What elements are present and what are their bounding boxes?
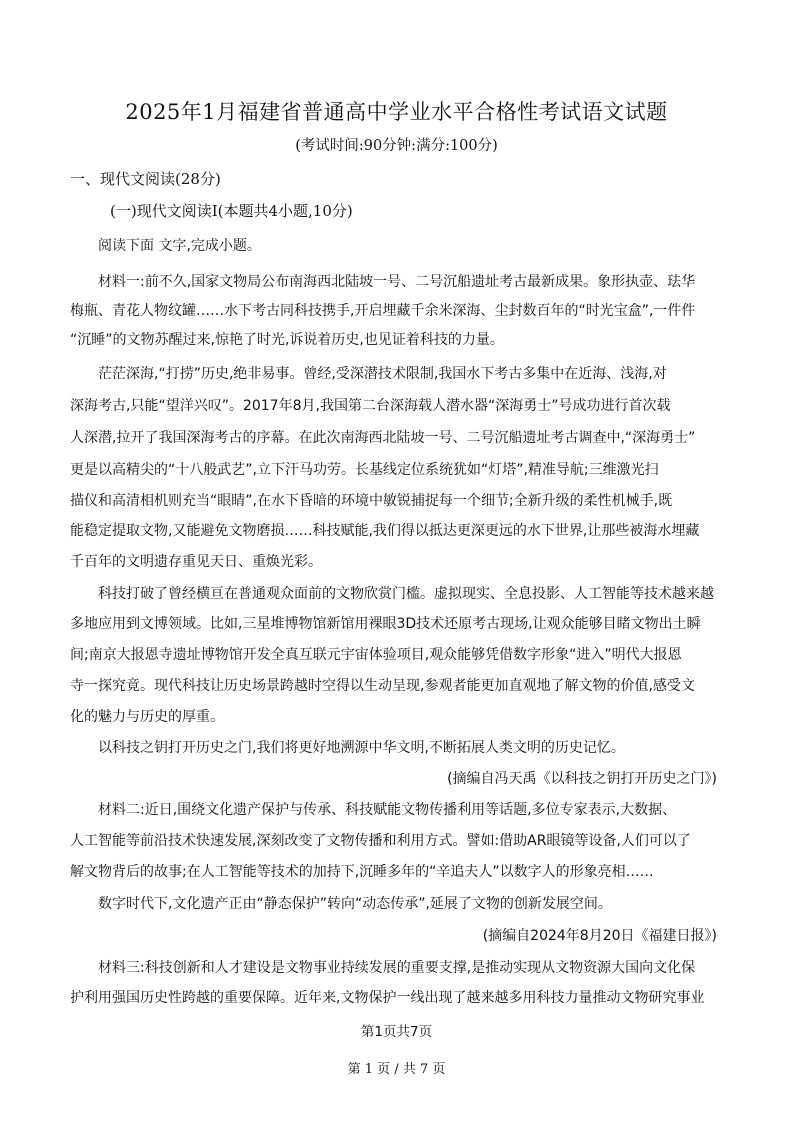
source-citation: (摘编自冯天禹《以科技之钥打开历史之门》) xyxy=(447,771,717,787)
paragraph-line: 科技打破了曾经横亘在普通观众面前的文物欣赏门槛。虚拟现实、全息投影、人工智能等技术越来越 xyxy=(98,586,714,602)
page-title: 2025年1月福建省普通高中学业水平合格性考试语文试题 xyxy=(125,100,668,124)
paragraph-line: 千百年的文明遗存重见天日、重焕光彩。 xyxy=(70,554,322,570)
page-number-footer: 第 1 页 / 共 7 页 xyxy=(347,1062,446,1077)
paragraph-line: 梅瓶、青花人物纹罐……水下考古同科技携手,开启埋藏千余米深海、尘封数百年的“时光宝盒”,一件件 xyxy=(70,303,696,319)
paragraph-line: 解文物背后的故事;在人工智能等技术的加持下,沉睡多年的“辛追夫人”以数字人的形象亮相…… xyxy=(70,864,654,880)
instruction-text: 阅读下面 文字,完成小题。 xyxy=(98,238,261,254)
paragraph-line: 材料三:科技创新和人才建设是文物事业持续发展的重要支撑,是推动实现从文物资源大国向文化保 xyxy=(98,960,696,976)
paragraph-line: 化的魅力与历史的厚重。 xyxy=(70,709,224,725)
paragraph-line: 护利用强国历史性跨越的重要保障。近年来,文物保护一线出现了越来越多用科技力量推动文物研究事业 xyxy=(70,990,705,1006)
paragraph-line: 材料二:近日,围绕文化遗产保护与传承、科技赋能文物传播利用等话题,多位专家表示,大数据、 xyxy=(98,802,677,818)
exam-time-info: (考试时间:90分钟:满分:100分) xyxy=(295,138,498,154)
paragraph-line: 数字时代下,文化遗产正由“静态保护”转向“动态传承”,延展了文物的创新发展空间。 xyxy=(98,896,612,912)
paragraph-line: 间;南京大报恩寺遗址博物馆开发全真互联元宇宙体验项目,观众能够凭借数字形象“进入”明代大报恩 xyxy=(70,647,682,663)
paragraph-line: 人深潜,拉开了我国深海考古的序幕。在此次南海西北陆坡一号、二号沉船遗址考古调查中,“深海勇士” xyxy=(70,430,696,446)
paragraph-line: 茫茫深海,“打捞”历史,绝非易事。曾经,受深潜技术限制,我国水下考古多集中在近海、浅海,对 xyxy=(98,366,667,382)
paragraph-line: 深海考古,只能“望洋兴叹”。2017年8月,我国第二台深海载人潜水器“深海勇士”号成功进行首次载 xyxy=(70,398,671,414)
page-number-inner: 第1页共7页 xyxy=(360,1024,433,1040)
section-heading: 一、现代文阅读(28分) xyxy=(70,170,221,188)
paragraph-line: 更是以高精尖的“十八般武艺”,立下汗马功劳。长基线定位系统犹如“灯塔”,精准导航;三维激光扫 xyxy=(70,462,659,478)
paragraph-line: “沉睡”的文物苏醒过来,惊艳了时光,诉说着历史,也见证着科技的力量。 xyxy=(70,332,504,348)
paragraph-line: 能稳定提取文物,又能避免文物磨损……科技赋能,我们得以抵达更深更远的水下世界,让那些被海水埋藏 xyxy=(70,523,700,539)
source-citation: (摘编自2024年8月20日《福建日报》) xyxy=(482,928,717,944)
subsection-heading: (一)现代文阅读Ⅰ(本题共4小题,10分) xyxy=(110,202,353,220)
paragraph-line: 以科技之钥打开历史之门,我们将更好地溯源中华文明,不断拓展人类文明的历史记忆。 xyxy=(98,740,625,756)
paragraph-line: 寺一探究竟。现代科技让历史场景跨越时空得以生动呈现,参观者能更加直观地了解文物的价值,感受文 xyxy=(70,678,695,694)
paragraph-line: 多地应用到文博领域。比如,三星堆博物馆新馆用裸眼3D技术还原考古现场,让观众能够目睹文物出土瞬 xyxy=(70,616,701,632)
paragraph-line: 材料一:前不久,国家文物局公布南海西北陆坡一号、二号沉船遗址考古最新成果。象形执壶、珐华 xyxy=(98,274,696,290)
paragraph-line: 人工智能等前沿技术快速发展,深刻改变了文物传播和利用方式。譬如:借助AR眼镜等设备,人们可以了 xyxy=(70,833,691,849)
paragraph-line: 描仪和高清相机则充当“眼睛”,在水下昏暗的环境中敏锐捕捉每一个细节;全新升级的柔性机械手,既 xyxy=(70,493,673,509)
